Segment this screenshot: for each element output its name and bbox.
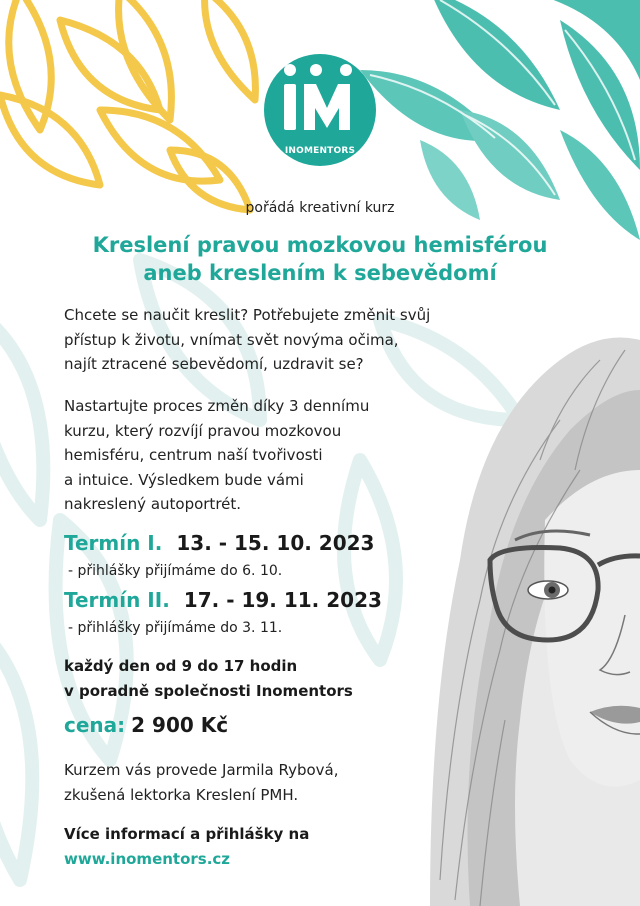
portrait-drawing	[430, 338, 640, 906]
more-info-text: Více informací a přihlášky na	[64, 825, 310, 843]
logo-wordmark: INOMENTORS	[284, 146, 356, 156]
description-paragraph	[64, 394, 369, 517]
description-line: a intuice. Výsledkem bude vámi	[64, 470, 304, 489]
schedule-place: v poradně společnosti Inomentors	[64, 682, 353, 700]
term-2-dates: 17. - 19. 11. 2023	[183, 588, 382, 612]
course-title-line-2: aneb kreslením k sebevědomí	[143, 261, 497, 285]
description-line: nakreslený autoportrét.	[64, 495, 242, 513]
term-2	[64, 588, 382, 612]
term-1-label: Termín I.	[64, 531, 163, 555]
intro-paragraph	[64, 303, 430, 377]
price	[64, 713, 228, 737]
course-title-line-1: Kreslení pravou mozkovou hemisférou	[92, 233, 548, 257]
intro-line: Chcete se naučit kreslit? Potřebujete změnit svůj	[64, 306, 431, 324]
schedule-hours: každý den od 9 do 17 hodin	[64, 657, 298, 675]
lector-line-2: zkušená lektorka Kreslení PMH.	[64, 785, 299, 804]
yellow-petals	[0, 0, 255, 210]
term-1-note: - přihlášky přijímáme do 6. 10.	[68, 563, 283, 579]
subtitle: pořádá kreativní kurz	[245, 200, 395, 216]
price-value: 2 900 Kč	[131, 713, 229, 737]
website-link[interactable]: www.inomentors.cz	[64, 850, 231, 868]
price-label: cena:	[64, 713, 126, 737]
description-line: hemisféru, centrum naší tvořivosti	[64, 446, 323, 464]
inomentors-logo	[264, 54, 376, 166]
intro-line: najít ztracené sebevědomí, uzdravit se?	[64, 355, 364, 373]
lector-line-1: Kurzem vás provede Jarmila Rybová,	[64, 761, 339, 779]
description-line: kurzu, který rozvíjí pravou mozkovou	[64, 421, 342, 440]
term-1	[64, 531, 374, 555]
term-2-label: Termín II.	[64, 588, 170, 612]
description-line: Nastartujte proces změn díky 3 dennímu	[64, 397, 370, 415]
intro-line: přístup k životu, vnímat svět novýma očima,	[64, 330, 399, 349]
term-1-dates: 13. - 15. 10. 2023	[176, 531, 375, 555]
term-2-note: - přihlášky přijímáme do 3. 11.	[68, 620, 283, 636]
schedule	[64, 654, 353, 704]
course-title	[0, 231, 640, 287]
lector-info	[64, 758, 339, 807]
more-info	[64, 822, 309, 872]
